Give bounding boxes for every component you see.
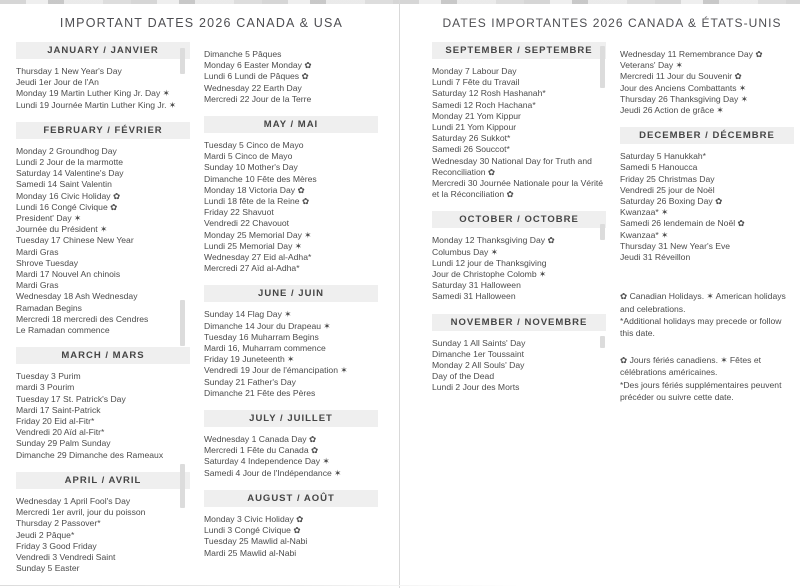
date-entry: Kwanzaa* ✶	[620, 207, 669, 218]
month-header: APRIL / AVRIL	[16, 472, 190, 489]
date-entry: Samedi 26 lendemain de Noël ✿	[620, 218, 745, 229]
page-edge-mark	[600, 224, 605, 240]
date-entry: Mardi 17 Nouvel An chinois	[16, 269, 121, 280]
date-entry: Thursday 1 New Year's Day	[16, 66, 122, 76]
month-section	[16, 42, 190, 111]
date-entry: Jour des Anciens Combattants ✶	[620, 82, 747, 93]
date-entry: Wednesday 18 Ash Wednesday	[16, 291, 138, 302]
date-entry: Sunday 21 Father's Day	[204, 376, 296, 387]
month-header: OCTOBER / OCTOBRE	[432, 211, 606, 228]
date-entry: President' Day ✶	[16, 213, 82, 224]
month-continuation	[204, 49, 378, 105]
date-entry: Mardi Gras	[16, 246, 59, 257]
legend-note	[620, 290, 794, 340]
page-edge-mark	[180, 464, 185, 508]
date-entry: Mardi 16, Muharram commence	[204, 343, 326, 354]
date-entry: Lundi 12 jour de Thanksgiving	[432, 257, 547, 268]
date-entry: Tuesday 5 Cinco de Mayo	[204, 140, 304, 151]
page-title: IMPORTANT DATES 2026 CANADA & USA	[59, 16, 344, 30]
date-entry: Mardi 17 Saint-Patrick	[16, 404, 101, 415]
date-entry: Vendredi 25 jour de Noël	[620, 184, 715, 195]
date-entry: Lundi 21 Yom Kippour	[432, 122, 517, 133]
date-entry: Shrove Tuesday	[16, 257, 79, 268]
date-entry: Friday 3 Good Friday	[16, 540, 97, 551]
month-header: MAY / MAI	[204, 116, 378, 133]
date-entry: Friday 22 Shavuot	[204, 207, 274, 218]
date-column	[204, 42, 378, 574]
date-entry: Mercredi 22 Jour de la Terre	[204, 93, 312, 104]
date-entry: Samedi 14 Saint Valentin	[16, 179, 112, 190]
date-entry: Sunday 1 All Saints' Day	[432, 337, 526, 348]
date-entry: Monday 6 Easter Monday ✿	[204, 60, 312, 71]
date-entry: mardi 3 Pourim	[16, 382, 75, 393]
date-column	[16, 42, 190, 574]
month-header: FEBRUARY / FÉVRIER	[16, 122, 190, 139]
month-header: DECEMBER / DÉCEMBRE	[620, 127, 794, 144]
date-entry: Columbus Day ✶	[432, 246, 498, 257]
date-entry: Saturday 26 Sukkot*	[432, 133, 511, 144]
date-entry: Wednesday 27 Eid al-Adha*	[204, 252, 312, 263]
date-entry: Vendredi 22 Chavouot	[204, 218, 290, 229]
date-entry: Saturday 12 Rosh Hashanah*	[432, 88, 546, 99]
date-entry: Monday 18 Victoria Day ✿	[204, 184, 305, 195]
date-entry: Sunday 5 Easter	[16, 563, 80, 574]
month-header: JANUARY / JANVIER	[16, 42, 190, 59]
month-section	[204, 116, 378, 274]
date-entry: Wednesday 11 Remembrance Day ✿	[620, 49, 763, 59]
month-section	[16, 472, 190, 574]
date-entry: Monday 21 Yom Kippur	[432, 110, 521, 121]
date-entry: Vendredi 19 Jour de l'émancipation ✶	[204, 365, 348, 376]
page-edge-mark	[600, 336, 605, 348]
date-entry: Tuesday 3 Purim	[16, 371, 81, 382]
month-section	[432, 314, 606, 394]
date-entry: Monday 7 Labour Day	[432, 66, 517, 76]
date-entry: Monday 16 Civic Holiday ✿	[16, 190, 121, 201]
page-edge-mark	[180, 48, 185, 74]
date-entry: Monday 25 Memorial Day ✶	[204, 229, 312, 240]
date-entry: Mercredi 18 mercredi des Cendres	[16, 313, 149, 324]
date-entry: Friday 20 Eid al-Fitr*	[16, 416, 95, 427]
date-entry: Ramadan Begins	[16, 302, 82, 313]
date-entry: Mercredi 27 Aïd al-Adha*	[204, 263, 300, 274]
month-section	[620, 127, 794, 263]
note-line: *Des jours fériés supplémentaires peuvent précéder ou suivre cette date.	[620, 379, 782, 403]
date-entry: Lundi 7 Fête du Travail	[432, 77, 520, 88]
page-columns	[432, 42, 792, 404]
date-entry: Dimanche 5 Pâques	[204, 49, 282, 59]
date-entry: Tuesday 25 Mawlid al-Nabi	[204, 536, 308, 547]
month-section	[432, 211, 606, 302]
date-entry: Jeudi 1er Jour de l'An	[16, 77, 99, 88]
date-entry: Tuesday 17 Chinese New Year	[16, 235, 134, 246]
date-entry: Mercredi 1 Fête du Canada ✿	[204, 445, 319, 456]
date-entry: Mardi 25 Mawlid al-Nabi	[204, 547, 297, 558]
date-entry: Lundi 6 Lundi de Pâques ✿	[204, 71, 309, 82]
note-line: *Additional holidays may precede or follow this date.	[620, 316, 782, 339]
date-entry: Thursday 2 Passover*	[16, 518, 101, 529]
date-entry: Thursday 31 New Year's Eve	[620, 240, 731, 251]
date-entry: Journée du Président ✶	[16, 224, 108, 235]
date-entry: Mercredi 11 Jour du Souvenir ✿	[620, 71, 742, 82]
month-section	[204, 285, 378, 399]
date-entry: Monday 2 All Souls' Day	[432, 360, 525, 371]
date-entry: Lundi 3 Congé Civique ✿	[204, 525, 301, 536]
date-entry: Saturday 26 Boxing Day ✿	[620, 196, 723, 207]
month-section	[204, 490, 378, 559]
date-entry: Samedi 26 Souccot*	[432, 144, 510, 155]
page-columns	[16, 42, 387, 574]
date-entry: Wednesday 1 April Fool's Day	[16, 495, 131, 506]
date-entry: Saturday 4 Independence Day ✶	[204, 456, 330, 467]
date-entry: Wednesday 1 Canada Day ✿	[204, 434, 317, 445]
date-entry: Day of the Dead	[432, 371, 495, 382]
date-entry: Wednesday 30 National Day for Truth and Reconciliation ✿	[432, 155, 592, 177]
date-entry: Lundi 16 Congé Civique ✿	[16, 201, 118, 212]
page-edge-mark	[600, 46, 605, 88]
date-entry: Friday 25 Christmas Day	[620, 173, 715, 184]
date-entry: Thursday 26 Thanksgiving Day ✶	[620, 93, 748, 104]
date-entry: Samedi 31 Halloween	[432, 291, 516, 302]
date-entry: Dimanche 10 Fête des Mères	[204, 173, 317, 184]
month-continuation	[620, 49, 794, 116]
date-entry: Sunday 10 Mother's Day	[204, 162, 298, 173]
month-section	[16, 122, 190, 336]
page-right	[400, 0, 800, 588]
date-entry: Monday 3 Civic Holiday ✿	[204, 513, 304, 524]
date-entry: Jeudi 31 Réveillon	[620, 252, 691, 263]
month-section	[204, 410, 378, 479]
month-header: NOVEMBER / NOVEMBRE	[432, 314, 606, 331]
date-entry: Dimanche 21 Fête des Pères	[204, 387, 316, 398]
date-entry: Lundi 18 fête de la Reine ✿	[204, 196, 310, 207]
date-entry: Sunday 14 Flag Day ✶	[204, 309, 292, 320]
date-entry: Lundi 25 Memorial Day ✶	[204, 240, 302, 251]
date-entry: Lundi 2 Jour des Morts	[432, 382, 520, 393]
note-line: ✿ Jours fériés canadiens. ✶ Fêtes et célébrations américaines.	[620, 354, 761, 378]
date-entry: Mercredi 1er avril, jour du poisson	[16, 507, 146, 518]
date-entry: Lundi 2 Jour de la marmotte	[16, 157, 124, 168]
date-entry: Saturday 14 Valentine's Day	[16, 168, 124, 179]
date-entry: Vendredi 20 Aïd al-Fitr*	[16, 427, 105, 438]
date-column	[432, 42, 606, 404]
page-title: DATES IMPORTANTES 2026 CANADA & ÉTATS-UNIS	[442, 16, 782, 30]
date-entry: Wednesday 22 Earth Day	[204, 82, 302, 93]
date-entry: Jeudi 2 Pâque*	[16, 529, 75, 540]
date-entry: Mardi 5 Cinco de Mayo	[204, 151, 293, 162]
page-edge-mark	[180, 300, 185, 346]
date-entry: Dimanche 14 Jour du Drapeau ✶	[204, 320, 331, 331]
month-header: JULY / JUILLET	[204, 410, 378, 427]
note-line: ✿ Canadian Holidays. ✶ American holidays and celebrations.	[620, 291, 786, 314]
date-entry: Sunday 29 Palm Sunday	[16, 438, 111, 449]
legend-note	[620, 354, 794, 404]
date-entry: Kwanzaa* ✶	[620, 229, 669, 240]
date-entry: Friday 19 Juneteenth ✶	[204, 354, 295, 365]
date-entry: Le Ramadan commence	[16, 325, 110, 336]
date-entry: Dimanche 1er Toussaint	[432, 348, 525, 359]
date-entry: Samedi 5 Hanoucca	[620, 162, 698, 173]
date-entry: Saturday 31 Halloween	[432, 280, 521, 291]
date-entry: Monday 2 Groundhog Day	[16, 145, 117, 156]
date-entry: Monday 12 Thanksgiving Day ✿	[432, 235, 555, 246]
date-entry: Tuesday 17 St. Patrick's Day	[16, 393, 126, 404]
month-header: SEPTEMBER / SEPTEMBRE	[432, 42, 606, 59]
date-entry: Monday 19 Martin Luther King Jr. Day ✶	[16, 88, 170, 99]
date-entry: Veterans' Day ✶	[620, 60, 683, 71]
month-header: JUNE / JUIN	[204, 285, 378, 302]
date-entry: Samedi 12 Roch Hachana*	[432, 99, 536, 110]
date-entry: Mardi Gras	[16, 280, 59, 291]
date-entry: Mercredi 30 Journée Nationale pour la Vérité et la Réconciliation ✿	[432, 178, 604, 200]
date-entry: Tuesday 16 Muharram Begins	[204, 331, 319, 342]
date-entry: Jeudi 26 Action de grâce ✶	[620, 105, 724, 116]
planner-bottom-page-edge	[0, 585, 520, 586]
month-header: AUGUST / AOÛT	[204, 490, 378, 507]
date-column	[620, 42, 794, 404]
month-section	[432, 42, 606, 200]
date-entry: Dimanche 29 Dimanche des Rameaux	[16, 449, 164, 460]
date-entry: Saturday 5 Hanukkah*	[620, 151, 706, 162]
month-header: MARCH / MARS	[16, 347, 190, 364]
month-section	[16, 347, 190, 461]
date-entry: Samedi 4 Jour de l'Indépendance ✶	[204, 467, 342, 478]
date-entry: Jour de Christophe Colomb ✶	[432, 269, 547, 280]
date-entry: Lundi 19 Journée Martin Luther King Jr. ✶	[16, 99, 177, 110]
date-entry: Vendredi 3 Vendredi Saint	[16, 551, 116, 562]
